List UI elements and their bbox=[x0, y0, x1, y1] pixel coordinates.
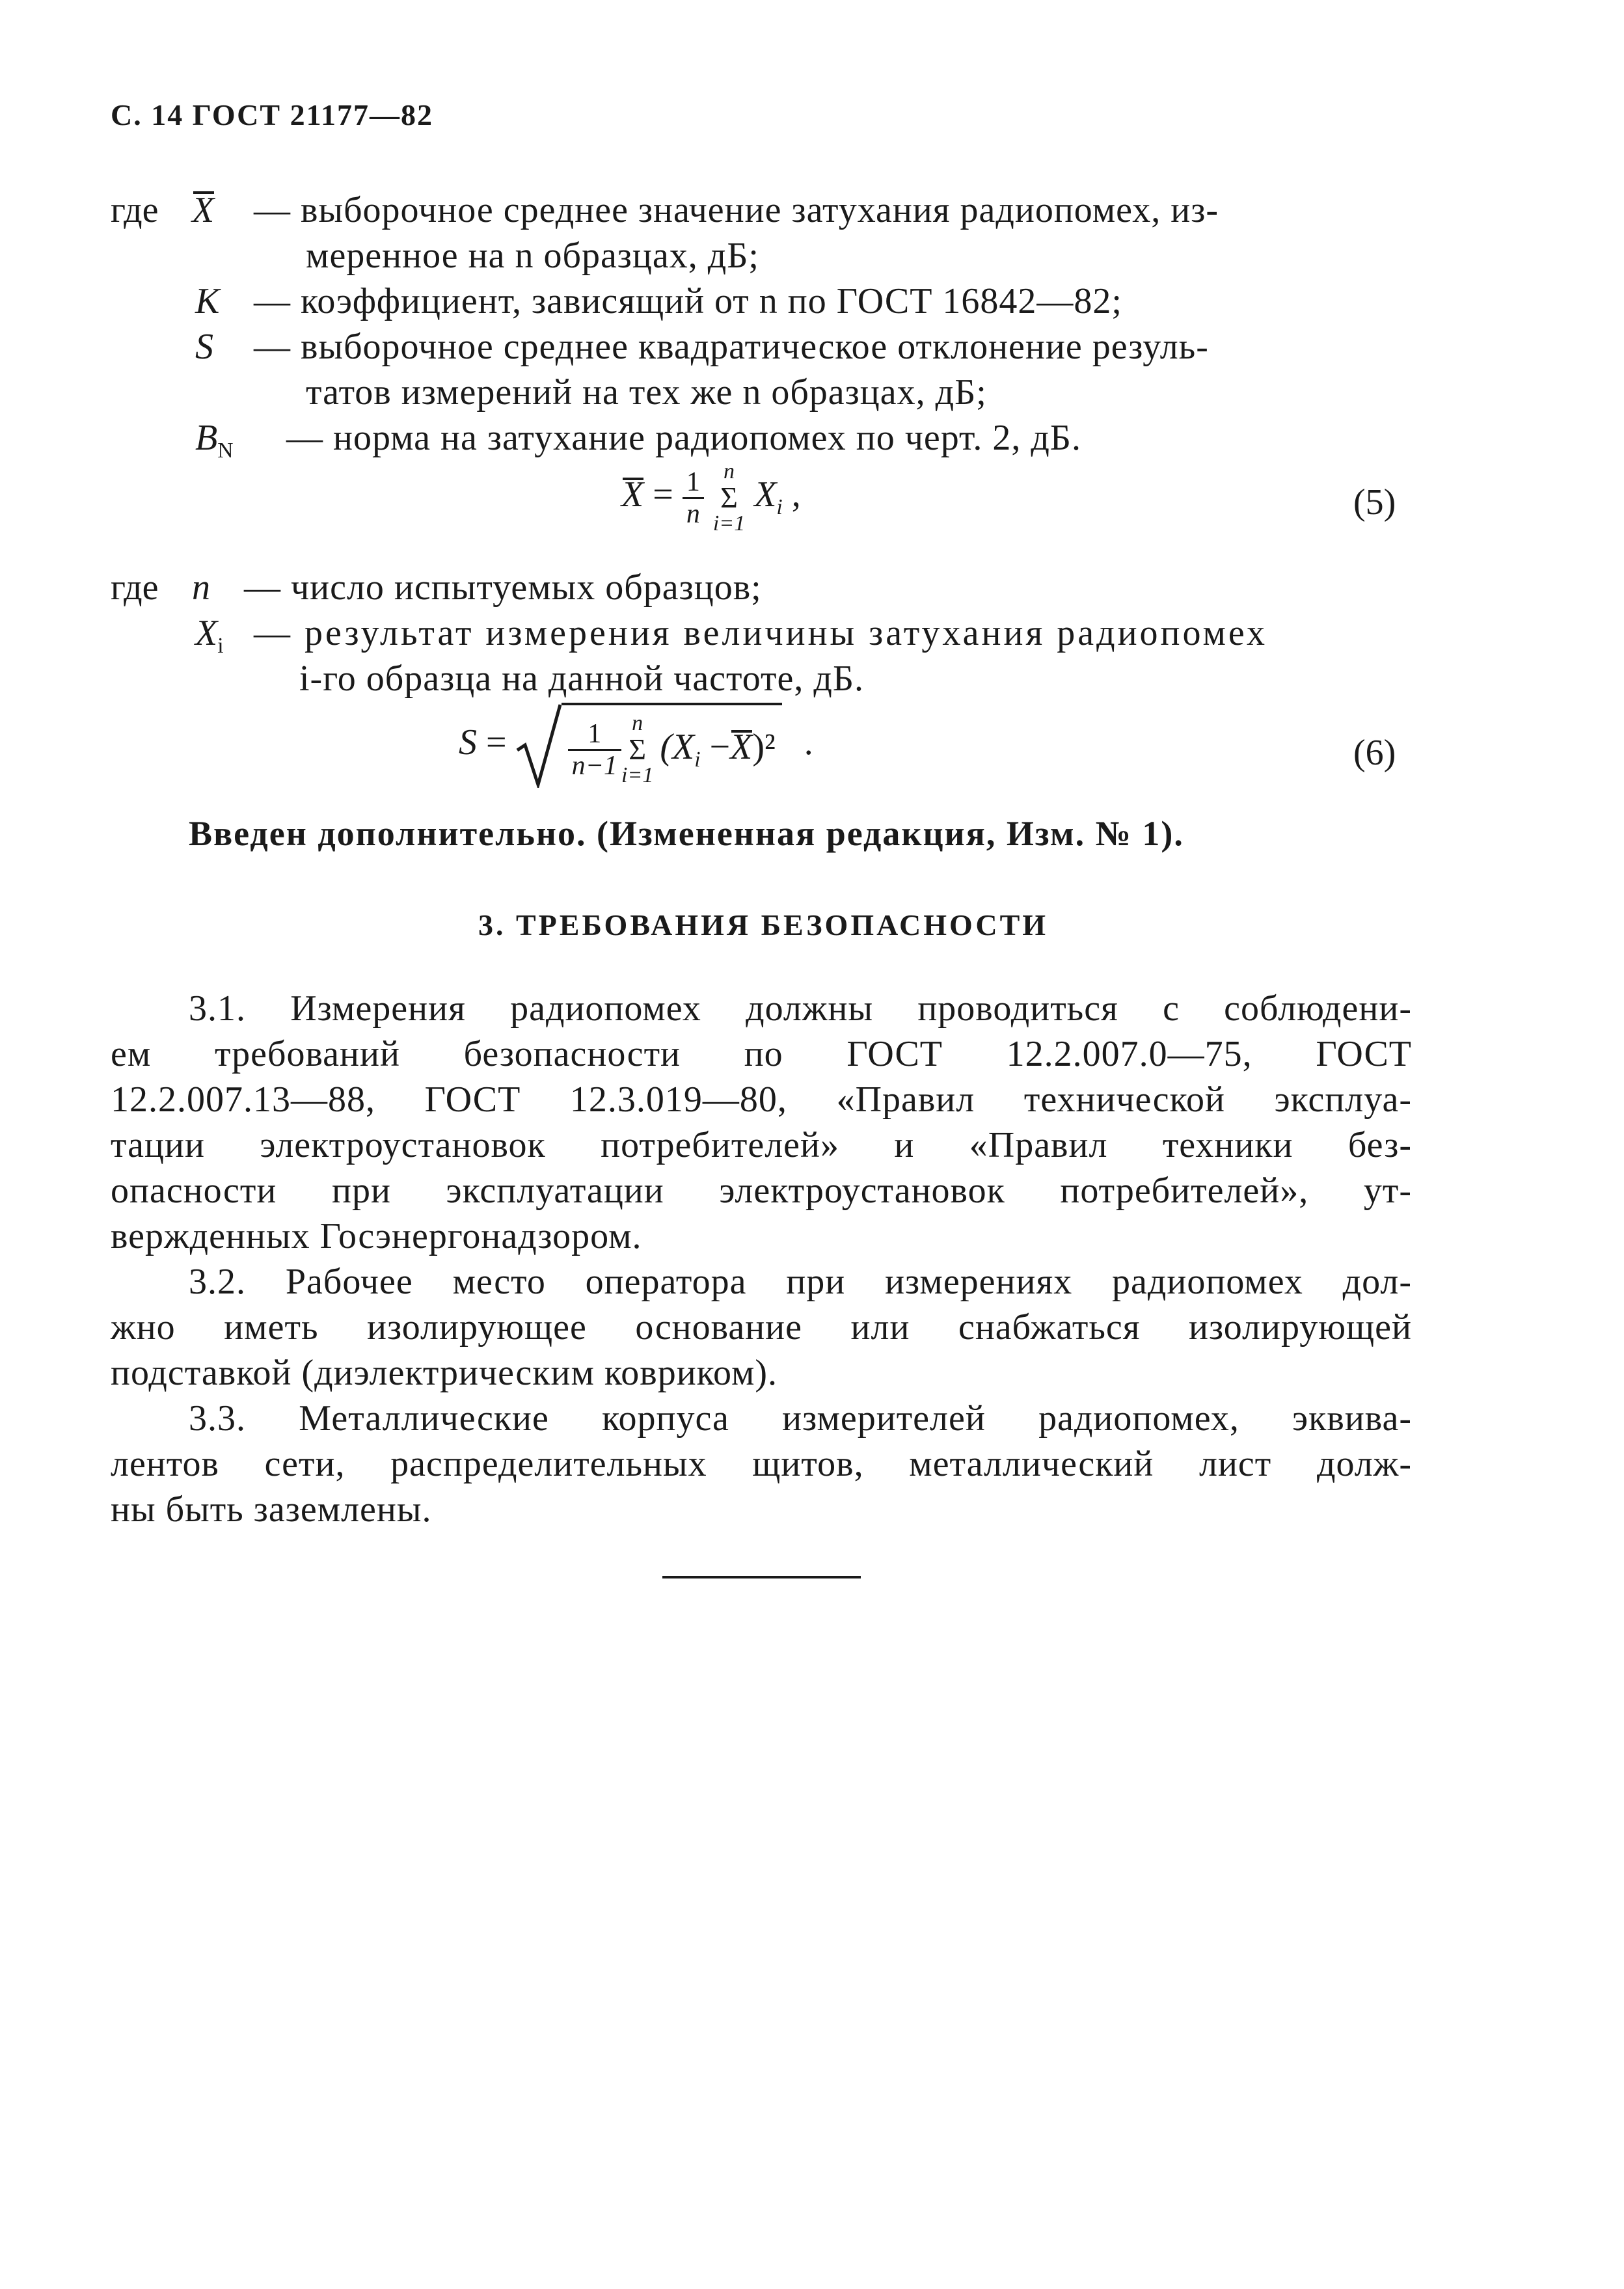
definition-row bbox=[111, 324, 1412, 370]
paragraph-line: 3.2. Рабочее место оператора при измерениях радиопомех дол- bbox=[189, 1262, 1412, 1302]
formula-equals: = bbox=[653, 474, 673, 515]
definition-text: — результат измерения величины затухания радиопомех bbox=[254, 613, 1268, 653]
definition-row bbox=[111, 278, 1412, 324]
definition-row bbox=[111, 415, 1412, 461]
paragraph-line: опасности при эксплуатации электроустановок потребителей», ут- bbox=[111, 1171, 1412, 1211]
formula-5: X = $\frac{1}{n}$ n Σ i=1 $X_i$ , bbox=[621, 459, 801, 535]
paragraph-3-2 bbox=[111, 1259, 1412, 1396]
definition-row bbox=[111, 610, 1412, 656]
page-header: С. 14 ГОСТ 21177—82 bbox=[111, 98, 434, 131]
paragraph-line: лентов сети, распределительных щитов, металлический лист долж- bbox=[111, 1444, 1412, 1484]
definition-lead: где bbox=[111, 567, 159, 608]
definition-text: — число испытуемых образцов; bbox=[244, 567, 762, 608]
paragraph-line: 3.1. Измерения радиопомех должны проводиться с соблюдени- bbox=[189, 988, 1412, 1029]
paragraph-line: ем требований безопасности по ГОСТ 12.2.007.0—75, ГОСТ bbox=[111, 1034, 1412, 1074]
paragraph-line: 3.3. Металлические корпуса измерителей радиопомех, эквива- bbox=[189, 1398, 1412, 1439]
end-divider bbox=[662, 1576, 861, 1578]
definition-symbol: n bbox=[192, 567, 210, 608]
definition-row bbox=[111, 187, 1412, 233]
formula-6: S = $\frac{1}{n-1}$ n Σ i=1 $(X_i -X)^2$ . bbox=[459, 703, 813, 789]
definition-symbol: S bbox=[195, 327, 213, 367]
formula-lhs: S bbox=[459, 722, 477, 763]
definition-text: — коэффициент, зависящий от n по ГОСТ 16842—82; bbox=[254, 281, 1122, 321]
definition-text: — выборочное среднее значение затухания радиопомех, из- bbox=[254, 190, 1219, 230]
paragraph-3-3 bbox=[111, 1396, 1412, 1532]
definition-continuation: i-го образца на данной частоте, дБ. bbox=[299, 658, 864, 699]
definition-continuation-row bbox=[111, 233, 1412, 278]
sum-symbol: n Σ i=1 bbox=[712, 459, 746, 535]
definition-continuation: татов измерений на тех же n образцах, дБ; bbox=[306, 372, 987, 413]
paragraph-3-1 bbox=[111, 986, 1412, 1259]
definition-symbol: $X_i$ bbox=[195, 613, 224, 658]
definition-symbol: K bbox=[195, 281, 220, 321]
definitions-list-2 bbox=[111, 565, 1412, 701]
formula-lhs: X bbox=[621, 474, 644, 515]
definitions-list-1 bbox=[111, 187, 1412, 461]
definition-symbol: $B_N$ bbox=[195, 418, 234, 463]
square-root bbox=[516, 703, 782, 789]
paragraph-line: тации электроустановок потребителей» и «Правил техники без- bbox=[111, 1125, 1412, 1165]
radical-sign-icon bbox=[516, 703, 562, 788]
definition-text: — выборочное среднее квадратическое отклонение резуль- bbox=[254, 327, 1209, 367]
section-title: 3. ТРЕБОВАНИЯ БЕЗОПАСНОСТИ bbox=[478, 908, 1049, 941]
paragraph-line: ны быть заземлены. bbox=[111, 1489, 432, 1530]
definition-continuation: меренное на n образцах, дБ; bbox=[306, 236, 759, 276]
definition-row bbox=[111, 565, 1412, 610]
paragraph-line: вержденных Госэнергонадзором. bbox=[111, 1216, 642, 1256]
definition-text: — норма на затухание радиопомех по черт. 2, дБ. bbox=[286, 418, 1081, 458]
formula-equals: = bbox=[486, 722, 507, 763]
sum-symbol: n Σ i=1 bbox=[621, 711, 654, 787]
paragraph-line: 12.2.007.13—88, ГОСТ 12.3.019—80, «Правил технической эксплуа- bbox=[111, 1079, 1412, 1120]
definition-symbol: X bbox=[192, 187, 214, 233]
definition-continuation-row bbox=[111, 656, 1412, 701]
revision-note: Введен дополнительно. (Измененная редакция, Изм. № 1). bbox=[189, 814, 1184, 853]
formula-term: $(X_i -X)^2$ bbox=[660, 727, 776, 772]
equation-number-5: (5) bbox=[1353, 482, 1396, 522]
formula-fraction: $\frac{1}{n-1}$ bbox=[568, 719, 621, 781]
formula-term: X bbox=[754, 474, 777, 515]
paragraph-line: жно иметь изолирующее основание или снабжаться изолирующей bbox=[111, 1307, 1412, 1348]
definition-continuation-row bbox=[111, 370, 1412, 415]
definition-lead: где bbox=[111, 190, 159, 230]
formula-fraction: $\frac{1}{n}$ bbox=[683, 467, 704, 529]
paragraph-line: подставкой (диэлектрическим ковриком). bbox=[111, 1353, 778, 1393]
equation-number-6: (6) bbox=[1353, 733, 1396, 773]
